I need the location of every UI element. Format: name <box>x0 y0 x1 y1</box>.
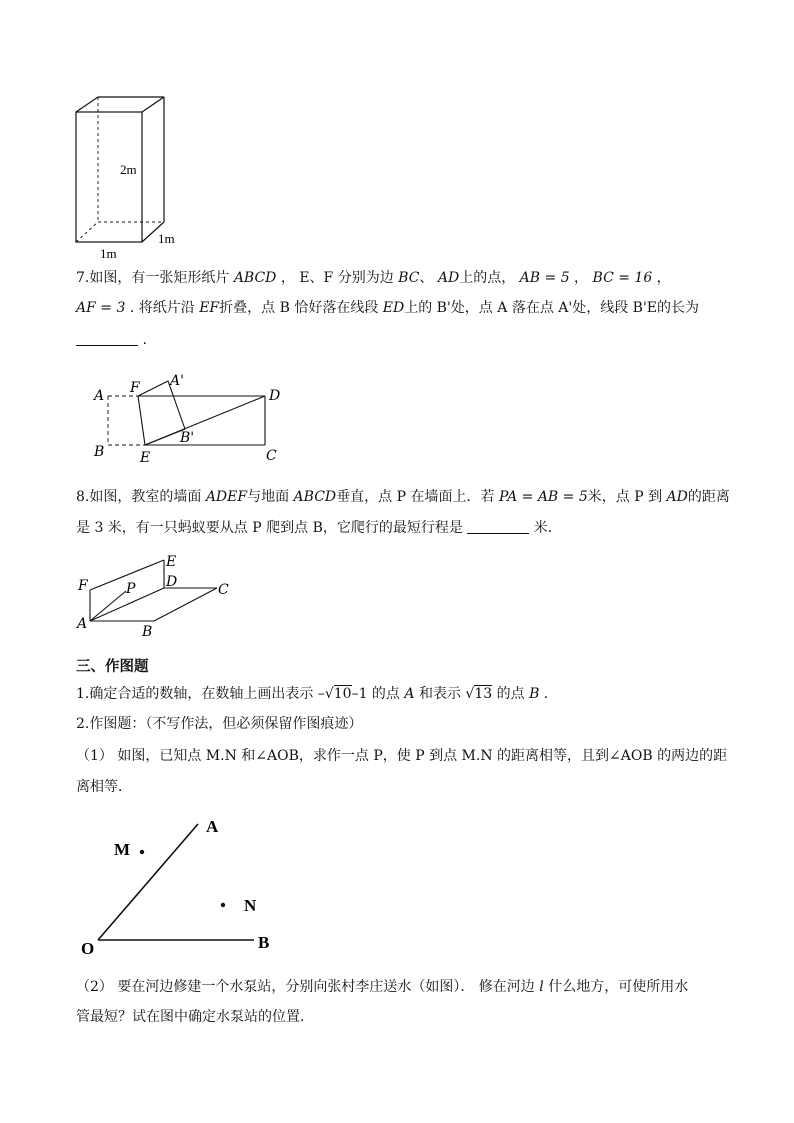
label-A: A <box>206 817 219 836</box>
p2-text: 什么地方，可使所用水 <box>543 979 689 995</box>
q7-math: AF = 3 <box>76 300 126 316</box>
q8-text: 米，点 P 到 <box>587 489 667 505</box>
label-B: B <box>142 624 153 640</box>
q8-text: 与地面 <box>247 489 294 505</box>
q8-text: 的距离 <box>687 489 730 505</box>
p1-text: 1.确定合适的数轴，在数轴上画出表示 – <box>76 686 325 702</box>
p1-text: –1 的点 <box>351 686 405 702</box>
q8-math: ABCD <box>293 489 337 505</box>
label-E: E <box>140 450 151 465</box>
q7-text: 上的点， <box>459 270 520 286</box>
label-D: D <box>166 574 178 590</box>
label-N: N <box>244 896 257 915</box>
label-F: F <box>78 578 88 594</box>
p1-text: . <box>539 686 549 702</box>
p2-math: l <box>539 979 544 995</box>
q7-math: EF <box>199 300 220 316</box>
q7-text: ， <box>652 270 671 286</box>
p1-math: A <box>404 686 415 702</box>
angle-figure <box>76 808 286 960</box>
q7-math: ABCD <box>233 270 277 286</box>
p1-text: 的点 <box>492 686 530 702</box>
answer-blank[interactable] <box>467 519 529 534</box>
q7-text: ， <box>569 270 593 286</box>
height-label: 2m <box>120 162 137 177</box>
p1-math: B <box>529 686 540 702</box>
label-A-prime: A' <box>170 373 184 389</box>
q8-math: ADEF <box>205 489 248 505</box>
q7-math: AD <box>437 270 460 286</box>
label-O: O <box>81 939 95 958</box>
q7-text: 折叠，点 B 恰好落在线段 <box>219 300 383 316</box>
q8-text: 米． <box>529 520 562 536</box>
q7-math: AB = 5 <box>519 270 570 286</box>
wall-floor-figure <box>74 548 244 640</box>
q7-text: 7.如图，有一张矩形纸片 <box>76 270 234 286</box>
sqrt-sign: √ <box>324 686 334 702</box>
p2-part1-line1: （1） 如图，已知点 M.N 和∠AOB，求作一点 P，使 P 到点 M.N 的距离相等，且到∠AOB 的两边的距 <box>76 748 728 764</box>
p1-text: 和表示 <box>414 686 466 702</box>
p2-part1-line2: 离相等． <box>76 779 132 795</box>
label-B: B <box>258 933 270 952</box>
q7-math: BC <box>398 270 420 286</box>
q7-text: 上的 B'处，点 A 落在点 A'处，线段 B'E的长为 <box>404 300 700 316</box>
q8-math: AD <box>666 489 688 505</box>
label-D: D <box>269 388 281 404</box>
radicand: 10 <box>333 686 352 702</box>
q7-text: ， E、F 分别为边 <box>276 270 399 286</box>
label-F: F <box>130 380 140 396</box>
p1-line <box>76 684 548 704</box>
q7-math: BC = 16 <box>592 270 653 286</box>
radicand: 13 <box>474 686 493 702</box>
p2-title: 2.作图题：（不写作法，但必须保留作图痕迹） <box>76 716 363 732</box>
q8-text: 8.如图，教室的墙面 <box>76 489 206 505</box>
section-title: 三、作图题 <box>76 658 149 675</box>
p2-part2-line1 <box>76 977 688 997</box>
folded-rectangle-figure <box>88 370 288 465</box>
q7-line1 <box>76 268 671 288</box>
label-E: E <box>166 554 177 570</box>
label-A: A <box>94 388 105 404</box>
q7-text: . 将纸片沿 <box>125 300 200 316</box>
p2-part2-line2: 管最短？试在图中确定水泵站的位置． <box>76 1009 314 1025</box>
depth-label: 1m <box>158 231 175 246</box>
q8-line1 <box>76 487 730 507</box>
p2-text: （2） 要在河边修建一个水泵站，分别向张村李庄送水（如图）． 修在河边 <box>76 979 540 995</box>
sqrt-sign: √ <box>465 686 475 702</box>
q8-text: 垂直，点 P 在墙面上．若 <box>336 489 499 505</box>
answer-blank[interactable] <box>76 331 138 346</box>
label-B-prime: B' <box>180 430 195 446</box>
width-label: 1m <box>100 246 117 261</box>
q8-math: PA = AB = 5 <box>498 489 588 505</box>
label-A: A <box>77 616 88 632</box>
q7-line3 <box>76 330 147 350</box>
q8-line2 <box>76 518 562 538</box>
q7-text: . <box>138 332 147 348</box>
label-B: B <box>94 444 105 460</box>
label-P: P <box>126 581 136 597</box>
cuboid-figure <box>70 92 190 262</box>
label-C: C <box>266 448 277 464</box>
label-C: C <box>218 582 229 598</box>
q7-math: ED <box>382 300 405 316</box>
label-M: M <box>114 840 131 859</box>
q7-text: 、 <box>419 270 438 286</box>
q7-line2 <box>76 298 699 318</box>
q8-text: 是 3 米，有一只蚂蚁要从点 P 爬到点 B，它爬行的最短行程是 <box>76 520 468 536</box>
